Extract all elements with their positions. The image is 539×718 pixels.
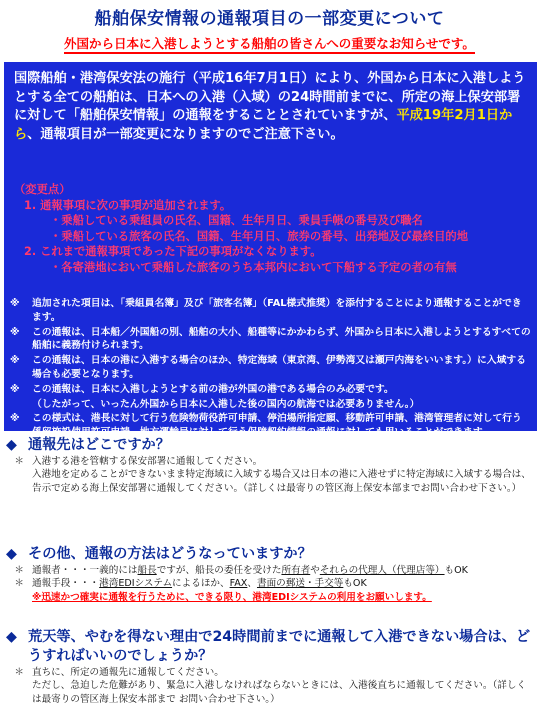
reporter-owner: 所有者 bbox=[281, 565, 311, 576]
note-text: この様式は、港長に対して行う危険物荷役許可申請、停泊場所指定願、移動許可申請、港湾管理者に対して行う係留施設使用許可申請、地方運輸局に対して行う保障契約情報の通報に対しても用いることができます。 bbox=[32, 413, 522, 439]
intro-text-1: 国際船舶・港湾保安法の施行（平成16年7月1日）により、外国から日本に入港しようとする全ての船舶は、日本への入港（入域）の24時間前までに、所定の海上保安部署に対して「船舶保安情報」の通報をすることとされていますが、 bbox=[14, 71, 526, 123]
answer-line bbox=[32, 577, 533, 590]
diamond-bullet-icon: ◆ bbox=[6, 437, 17, 453]
means-edi: 港湾EDIシステム bbox=[99, 578, 173, 590]
faq-answer bbox=[6, 666, 533, 706]
changes-heading: （変更点） bbox=[14, 183, 71, 196]
note-item bbox=[10, 326, 531, 354]
faq-question bbox=[6, 545, 533, 564]
note-mark: ※ bbox=[10, 298, 20, 309]
means-label: 通報手段・・・ bbox=[32, 578, 100, 590]
answer-line: ただし、急迫した危難があり、緊急に入港しなければならないときには、入港後直ちに通報してください。（詳しくは最寄りの管区海上保安本部まで お問い合わせ下さい。） bbox=[32, 680, 527, 705]
page-title: 船舶保安情報の通報項目の一部変更について bbox=[94, 9, 445, 29]
note-item bbox=[10, 398, 531, 412]
intro-highlight-date: 平成19年2月1日から bbox=[14, 108, 513, 142]
notice-panel bbox=[4, 62, 537, 439]
edi-recommendation: ※迅速かつ確実に通報を行うために、できる限り、港湾EDIシステムの利用をお願いします。 bbox=[32, 591, 432, 603]
faq-late bbox=[6, 628, 533, 706]
note-text: この通報は、日本船／外国船の別、船舶の大小、船種等にかかわらず、外国から日本に入港しようとするすべての船舶に義務付けられます。 bbox=[32, 326, 531, 352]
note-mark: ※ bbox=[10, 355, 20, 367]
answer-mark: ＊ bbox=[14, 578, 24, 590]
answer-mark: ＊ bbox=[14, 456, 24, 467]
change-item-1-sub-1: ・乗船している乗組員の氏名、国籍、生年月日、乗員手帳の番号及び職名 bbox=[50, 214, 423, 228]
means-text: 、 bbox=[247, 578, 257, 590]
reporter-label: 通報者・・・一義的には bbox=[32, 565, 138, 576]
faq-answer bbox=[6, 564, 533, 604]
page-subtitle bbox=[0, 34, 539, 52]
means-mail: 書面の郵送・手交等 bbox=[256, 578, 344, 590]
change-item-2-sub-1: ・各寄港地において乗船した旅客のうち本邦内において下船する予定の者の有無 bbox=[50, 260, 457, 274]
change-item-1: 1. 通報事項に次の事項が追加されます。 bbox=[24, 198, 232, 212]
note-text: この通報は、日本に入港しようとする前の港が外国の港である場合のみ必要です。 bbox=[32, 383, 394, 395]
reporter-agent: それらの代理人（代理店等） bbox=[319, 565, 445, 576]
reporter-text: もOK bbox=[444, 565, 468, 576]
note-item bbox=[10, 383, 531, 397]
answer-line: 直ちに、所定の通報先に通報してください。 bbox=[32, 667, 224, 678]
answer-line bbox=[32, 564, 533, 577]
intro-text-2: 、通報項目が一部変更になりますのでご注意下さい。 bbox=[27, 126, 344, 142]
answer-line: 入港地を定めることができないまま特定海域に入域する場合又は日本の港に入港せずに特定海域に入域する場合は、告示で定める海上保安部署に通報してください。（詳しくは最寄りの管区海上保安本部までお問い合わせ下さい。） bbox=[32, 469, 531, 494]
question-text: その他、通報の方法はどうなっていますか？ bbox=[28, 546, 312, 562]
note-mark: ※ bbox=[10, 326, 20, 338]
note-mark: ※ bbox=[10, 383, 20, 395]
faq-answer bbox=[6, 455, 533, 495]
subtitle-text: 外国から日本に入港しようとする船舶の皆さんへの重要なお知らせです。 bbox=[64, 36, 475, 54]
question-text: 通報先はどこですか？ bbox=[28, 437, 170, 453]
note-text: 追加された項目は、「乗組員名簿」及び「旅客名簿」（FAL様式推奨）を添付することにより通報することができます。 bbox=[32, 298, 522, 323]
note-item bbox=[10, 297, 531, 325]
note-mark bbox=[10, 398, 32, 412]
faq-question bbox=[6, 628, 533, 666]
faq-method bbox=[6, 545, 533, 604]
means-text: によるほか、 bbox=[172, 578, 230, 590]
changes-list bbox=[14, 182, 529, 276]
change-item-2: 2. これまで通報事項であった下記の事項がなくなります。 bbox=[24, 245, 322, 259]
diamond-bullet-icon: ◆ bbox=[6, 629, 17, 645]
reporter-text: や bbox=[310, 565, 320, 576]
faq-question bbox=[6, 436, 533, 455]
intro-paragraph bbox=[14, 70, 529, 144]
question-text: 荒天等、やむを得ない理由で24時間前までに通報して入港できない場合は、どうすればいいのでしょうか？ bbox=[28, 629, 531, 664]
notes-list bbox=[10, 297, 531, 441]
answer-mark: ＊ bbox=[14, 565, 24, 576]
note-item bbox=[10, 354, 531, 382]
diamond-bullet-icon: ◆ bbox=[6, 546, 17, 562]
means-fax: FAX bbox=[229, 578, 248, 590]
reporter-captain: 船長 bbox=[137, 565, 157, 576]
change-item-1-sub-2: ・乗船している旅客の氏名、国籍、生年月日、旅券の番号、出発地及び最終目的地 bbox=[50, 229, 468, 243]
note-mark: ※ bbox=[10, 413, 20, 425]
faq-destination bbox=[6, 436, 533, 495]
answer-line: 入港する港を管轄する保安部署に通報してください。 bbox=[32, 456, 263, 467]
means-text: もOK bbox=[343, 578, 367, 590]
note-text: この通報は、日本の港に入港する場合のほか、特定海域（東京湾、伊勢湾又は瀬戸内海をいいます。）に入域する場合も必要となります。 bbox=[32, 355, 526, 380]
note-text: （したがって、いったん外国から日本に入港した後の国内の航海では必要ありません。） bbox=[32, 398, 420, 410]
answer-mark: ＊ bbox=[14, 667, 24, 678]
reporter-text: ですが、船長の委任を受けた bbox=[156, 565, 282, 576]
